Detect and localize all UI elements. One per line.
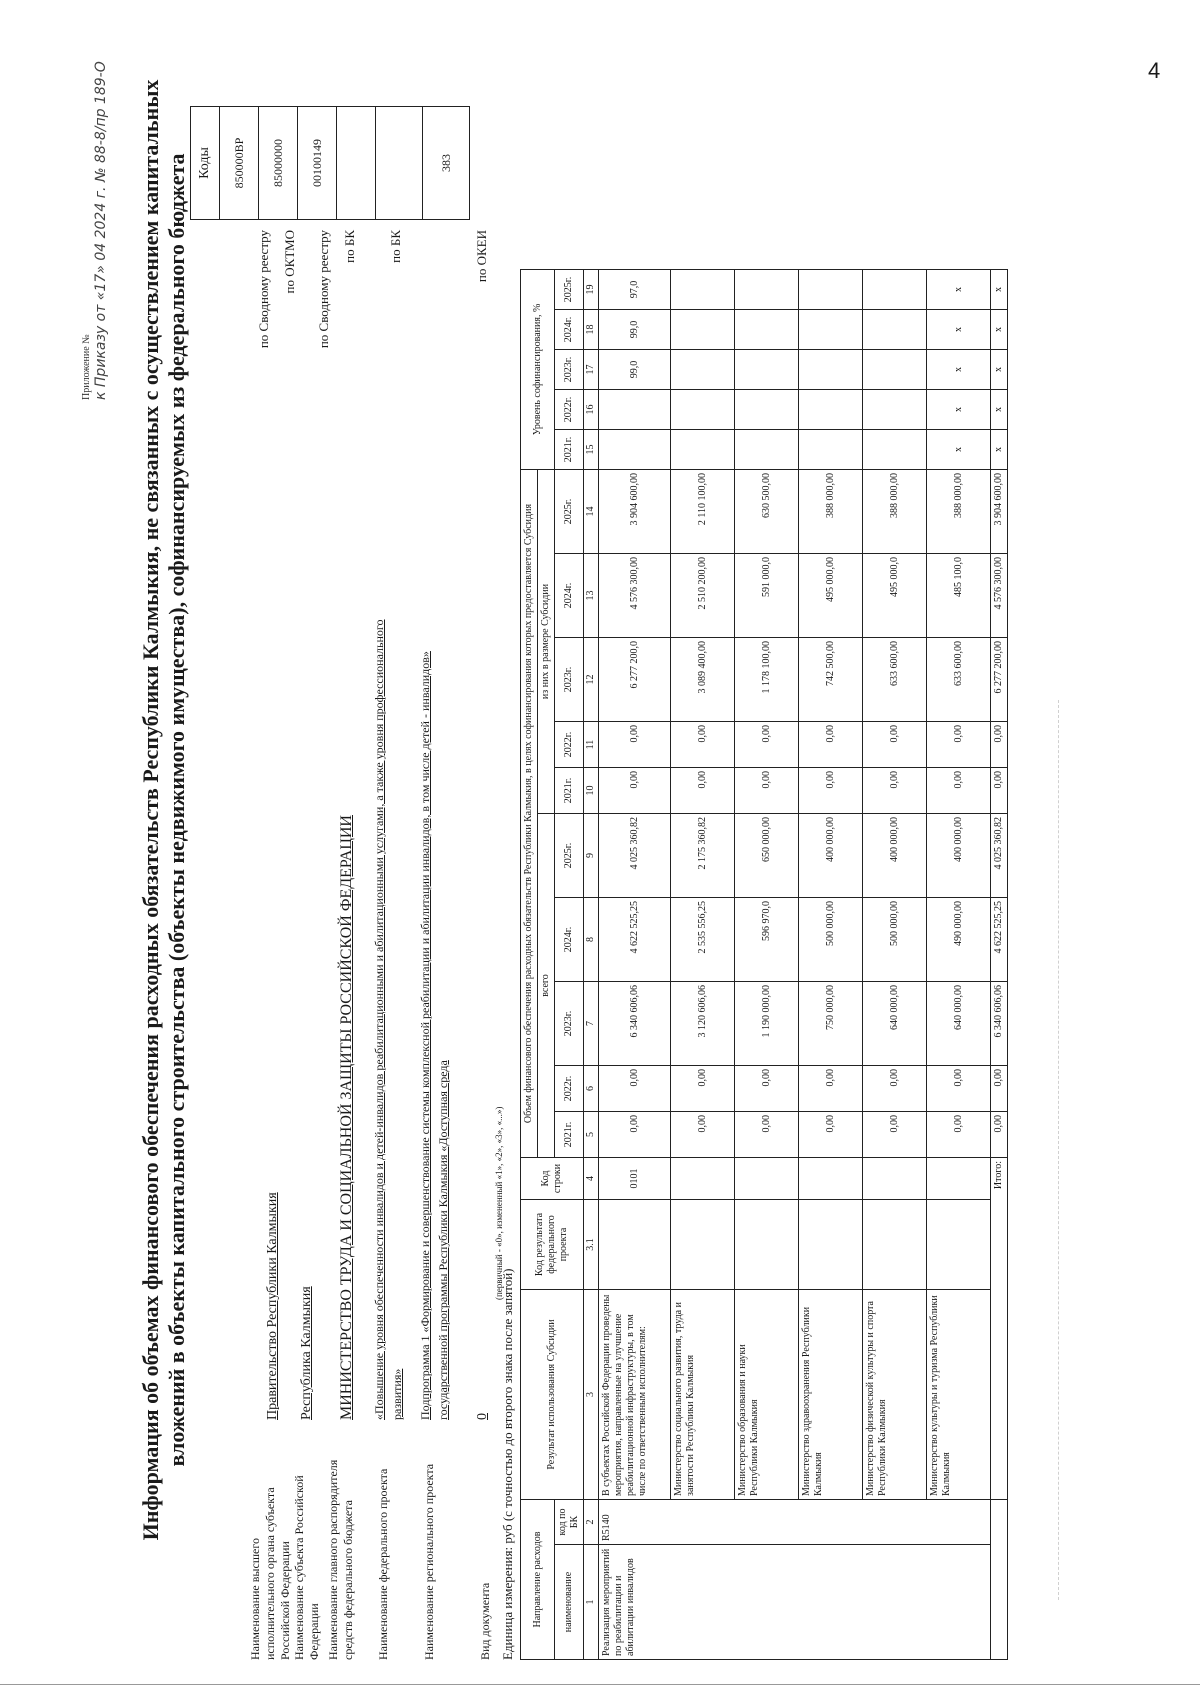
subsidy-value-cell: 591 000,0 [735,554,799,638]
page-number: 4 [1148,58,1161,83]
column-number: 10 [584,768,599,814]
th-year: 2021г. [555,1112,584,1158]
code-reestr: 850000ВР [220,107,259,220]
total-value-cell: 0,00 [599,1112,671,1158]
total-value-cell: 3 120 606,06 [671,982,735,1066]
subsidy-value-cell: 0,00 [599,768,671,814]
unit-note: Единица измерения: руб (с точностью до второго знака после запятой) [500,1268,515,1660]
subsidy-value-cell: 1 178 100,00 [735,638,799,722]
column-number: 18 [584,310,599,350]
row-code-cell [927,1158,991,1200]
code-bk [337,107,376,220]
bottom-rule [0,1684,1200,1685]
subsidy-sum-cell: 3 904 600,00 [991,470,1008,554]
fp-code-cell [927,1200,991,1290]
th-year: 2023г. [555,350,584,390]
appendix-label: Приложение № [81,334,92,400]
subsidy-value-cell: 2 110 100,00 [671,470,735,554]
codes-label-oktmo: по ОКТМО [282,230,297,294]
level-cell [863,350,927,390]
total-value-cell: 1 190 000,00 [735,982,799,1066]
result-cell: Министерство образования и науки Республики Калмыкия [735,1290,799,1500]
header-value-regional-project: Подпрограмма 1 «Формирование и совершенствование системы комплексной реабилитации и абилитации инвалидов, в том числе детей - инвалидов» государственной программы Республики Калмыкия «Доступная среда [418,651,450,1420]
order-text: к Приказу от «17» 04 2024 г. № 88-8/пр 189-О [93,61,109,400]
total-sum-cell: 0,00 [991,1112,1008,1158]
subsidy-value-cell: 0,00 [927,768,991,814]
subsidy-value-cell: 0,00 [671,722,735,768]
subsidy-sum-cell: 4 576 300,00 [991,554,1008,638]
level-cell: х [927,350,991,390]
total-value-cell: 0,00 [799,1112,863,1158]
level-sum-cell: х [991,310,1008,350]
codes-label-bk-2: по БК [388,230,403,263]
subsidy-sum-cell: 0,00 [991,722,1008,768]
subsidy-value-cell: 495 000,0 [863,554,927,638]
level-cell [671,270,735,310]
th-year: 2024г. [555,554,584,638]
table-row [599,270,671,1660]
result-cell: Министерство социального развития, труда и занятости Республики Калмыкия [671,1290,735,1500]
row-code-cell [671,1158,735,1200]
level-cell [799,310,863,350]
total-value-cell: 0,00 [671,1112,735,1158]
total-sum-cell: 4 622 525,25 [991,898,1008,982]
subsidy-value-cell: 6 277 200,0 [599,638,671,722]
th-name: наименование [555,1545,584,1660]
th-year: 2022г. [555,1066,584,1112]
header-label-distributor: Наименование главного распорядителя средств федерального бюджета [326,1459,355,1660]
code-okei: 383 [423,107,470,220]
level-cell [863,270,927,310]
level-sum-cell: х [991,430,1008,470]
fp-code-cell [735,1200,799,1290]
total-value-cell: 2 535 556,25 [671,898,735,982]
header-label-regional-project: Наименование регионального проекта [422,1463,436,1660]
column-number: 13 [584,554,599,638]
subsidy-value-cell: 742 500,00 [799,638,863,722]
column-number: 9 [584,814,599,898]
column-number: 5 [584,1112,599,1158]
header-label-federal-project: Наименование федерального проекта [376,1468,390,1660]
subsidy-value-cell: 388 000,00 [799,470,863,554]
subsidy-value-cell: 0,00 [735,722,799,768]
total-value-cell: 400 000,00 [927,814,991,898]
fp-code-cell [671,1200,735,1290]
total-value-cell: 6 340 606,06 [599,982,671,1066]
level-cell [671,310,735,350]
codes-label-reestr-2: по Сводному реестру [316,230,331,349]
total-value-cell: 500 000,00 [863,898,927,982]
header-value-federal-project: «Повышение уровня обеспеченности инвалидов и детей-инвалидов реабилитационными и абилитационными услугами, а также уровня профессионального развития» [372,619,404,1420]
th-year: 2025г. [555,470,584,554]
result-cell: Министерство культуры и туризма Республики Калмыкия [927,1290,991,1500]
subsidy-value-cell: 3 089 400,00 [671,638,735,722]
subsidy-value-cell: 0,00 [799,768,863,814]
th-year: 2024г. [555,898,584,982]
level-cell [671,390,735,430]
table-row [863,270,927,1660]
document-title: Информация об объемах финансового обеспечения расходных обязательств Республики Калмыкия, не связанных с осуществлением капитальных вложений в объекты капитального строительства (объекты недвижимого имущества), софинансируемых из федерального бюджета [138,79,189,1541]
direction-name: Реализация мероприятий по реабилитации и абилитации инвалидов [599,1545,991,1660]
total-value-cell: 0,00 [735,1112,799,1158]
level-sum-cell: х [991,270,1008,310]
subsidy-value-cell: 495 000,00 [799,554,863,638]
level-cell [735,310,799,350]
subsidy-value-cell: 633 600,00 [927,638,991,722]
codes-table [190,106,470,220]
column-number: 6 [584,1066,599,1112]
column-numbers-row [584,270,599,1660]
total-value-cell: 4 025 360,82 [599,814,671,898]
subsidy-value-cell: 485 100,0 [927,554,991,638]
subsidy-value-cell: 4 576 300,00 [599,554,671,638]
subsidy-value-cell: 0,00 [863,768,927,814]
level-cell [799,350,863,390]
level-cell: х [927,310,991,350]
level-cell [799,270,863,310]
th-fp-code: Код результата федерального проекта [521,1200,584,1290]
result-cell: Министерство здравоохранения Республики Калмыкия [799,1290,863,1500]
total-value-cell: 400 000,00 [799,814,863,898]
total-sum-cell: 6 340 606,06 [991,982,1008,1066]
total-value-cell: 0,00 [799,1066,863,1112]
column-number: 3 [584,1290,599,1500]
subsidy-value-cell: 0,00 [799,722,863,768]
codes-header: Коды [191,107,220,220]
th-result: Результат использования Субсидии [521,1290,584,1500]
level-cell: х [927,430,991,470]
total-value-cell: 0,00 [599,1066,671,1112]
subsidy-value-cell: 0,00 [863,722,927,768]
table-row [799,270,863,1660]
column-number: 2 [584,1500,599,1545]
level-cell: х [927,390,991,430]
total-value-cell: 500 000,00 [799,898,863,982]
subsidy-value-cell: 388 000,00 [863,470,927,554]
total-value-cell: 640 000,00 [863,982,927,1066]
result-cell: Министерство физической культуры и спорта Республики Калмыкия [863,1290,927,1500]
table-row [671,270,735,1660]
order-reference [80,20,108,400]
total-value-cell: 0,00 [863,1066,927,1112]
header-value-distributor: МИНИСТЕРСТВО ТРУДА И СОЦИАЛЬНОЙ ЗАЩИТЫ РОССИЙСКОЙ ФЕДЕРАЦИИ [338,815,355,1420]
column-number: 12 [584,638,599,722]
total-row [991,270,1008,1660]
th-year: 2022г. [555,722,584,768]
header-label-subject: Наименование субъекта Российской Федерации [292,1475,321,1660]
th-direction: Направление расходов [521,1500,555,1660]
total-value-cell: 0,00 [735,1066,799,1112]
level-cell [599,430,671,470]
level-sum-cell: х [991,390,1008,430]
total-value-cell: 750 000,00 [799,982,863,1066]
column-number: 1 [584,1545,599,1660]
th-total: всего [538,814,555,1158]
codes-label-okei: по ОКЕИ [474,230,489,283]
header-value-subject: Республика Калмыкия [299,1286,314,1420]
codes-label-reestr: по Сводному реестру [256,230,271,349]
total-blank [991,1500,1008,1660]
total-value-cell: 2 175 360,82 [671,814,735,898]
column-number: 16 [584,390,599,430]
total-value-cell: 0,00 [863,1112,927,1158]
rotated-document [20,20,1120,1680]
th-subsidy: из них в размере Субсидии [538,470,555,814]
total-sum-cell: 4 025 360,82 [991,814,1008,898]
total-value-cell: 490 000,00 [927,898,991,982]
total-value-cell: 0,00 [671,1066,735,1112]
level-cell: 99,0 [599,310,671,350]
column-number: 19 [584,270,599,310]
level-cell [599,390,671,430]
level-cell [671,430,735,470]
fp-code-cell [863,1200,927,1290]
subsidy-sum-cell: 6 277 200,00 [991,638,1008,722]
th-year: 2022г. [555,390,584,430]
table-row [735,270,799,1660]
column-number: 17 [584,350,599,390]
subsidy-value-cell: 630 500,00 [735,470,799,554]
subsidy-value-cell: 388 000,00 [927,470,991,554]
fp-code-cell [799,1200,863,1290]
bk-code: R5140 [599,1500,991,1545]
level-cell [863,310,927,350]
subsidy-value-cell: 0,00 [599,722,671,768]
code-oktmo: 85000000 [259,107,298,220]
row-code-cell [799,1158,863,1200]
header-label-doc-type: Вид документа [478,1582,492,1660]
total-value-cell: 4 622 525,25 [599,898,671,982]
subsidy-value-cell: 3 904 600,00 [599,470,671,554]
column-number: 7 [584,982,599,1066]
level-cell: х [927,270,991,310]
level-cell [735,390,799,430]
column-number: 4 [584,1158,599,1200]
total-value-cell: 650 000,00 [735,814,799,898]
column-number: 8 [584,898,599,982]
level-cell: 97,0 [599,270,671,310]
fp-code-cell [599,1200,671,1290]
level-sum-cell: х [991,350,1008,390]
code-reestr-2: 00100149 [298,107,337,220]
level-cell [863,430,927,470]
th-year: 2023г. [555,982,584,1066]
th-level: Уровень софинансирования, % [521,270,555,470]
column-number: 11 [584,722,599,768]
column-number: 14 [584,470,599,554]
th-year: 2021г. [555,430,584,470]
total-value-cell: 640 000,00 [927,982,991,1066]
total-value-cell: 596 970,0 [735,898,799,982]
th-year: 2024г. [555,310,584,350]
th-year: 2025г. [555,270,584,310]
total-value-cell: 0,00 [927,1112,991,1158]
total-value-cell: 0,00 [927,1066,991,1112]
codes-label-bk: по БК [342,230,357,263]
level-cell [863,390,927,430]
header-value-executive: Правительство Республики Калмыкия [265,1192,280,1420]
subsidy-value-cell: 0,00 [671,768,735,814]
header-value-doc-type: 0 [475,1413,490,1420]
table-row [927,270,991,1660]
result-cell: В субъектах Российской Федерации проведены мероприятия, направленные на улучшение реабилитационной инфраструктуры, в том числе по ответственным исполнителям: [599,1290,671,1500]
level-cell [671,350,735,390]
subsidy-sum-cell: 0,00 [991,768,1008,814]
subsidy-value-cell: 0,00 [927,722,991,768]
total-sum-cell: 0,00 [991,1066,1008,1112]
level-cell [735,270,799,310]
subsidy-value-cell: 2 510 200,00 [671,554,735,638]
th-bk: код по БК [555,1500,584,1545]
level-cell: 99,0 [599,350,671,390]
level-cell [799,390,863,430]
total-label: Итого: [991,1158,1008,1500]
th-year: 2023г. [555,638,584,722]
th-year: 2021г. [555,768,584,814]
column-number: 3.1 [584,1200,599,1290]
th-volume: Объем финансового обеспечения расходных обязательств Республики Калмыкия, в целях софинансирования которых предоставляется Субсидия [521,470,538,1158]
row-code-cell [863,1158,927,1200]
level-cell [799,430,863,470]
row-code-cell: 0101 [599,1158,671,1200]
column-number: 15 [584,430,599,470]
subsidy-value-cell: 633 600,00 [863,638,927,722]
th-year: 2025г. [555,814,584,898]
total-value-cell: 400 000,00 [863,814,927,898]
level-cell [735,430,799,470]
level-cell [735,350,799,390]
header-label-executive: Наименование высшего исполнительного органа субъекта Российской Федерации [248,1487,292,1660]
subsidy-table [520,269,1008,1660]
doc-type-note: (первичный - «0», измененный «1», «2», «3», «...») [494,1106,504,1300]
code-bk-2 [376,107,423,220]
subsidy-value-cell: 0,00 [735,768,799,814]
th-row-code: Код строки [521,1158,584,1200]
row-code-cell [735,1158,799,1200]
